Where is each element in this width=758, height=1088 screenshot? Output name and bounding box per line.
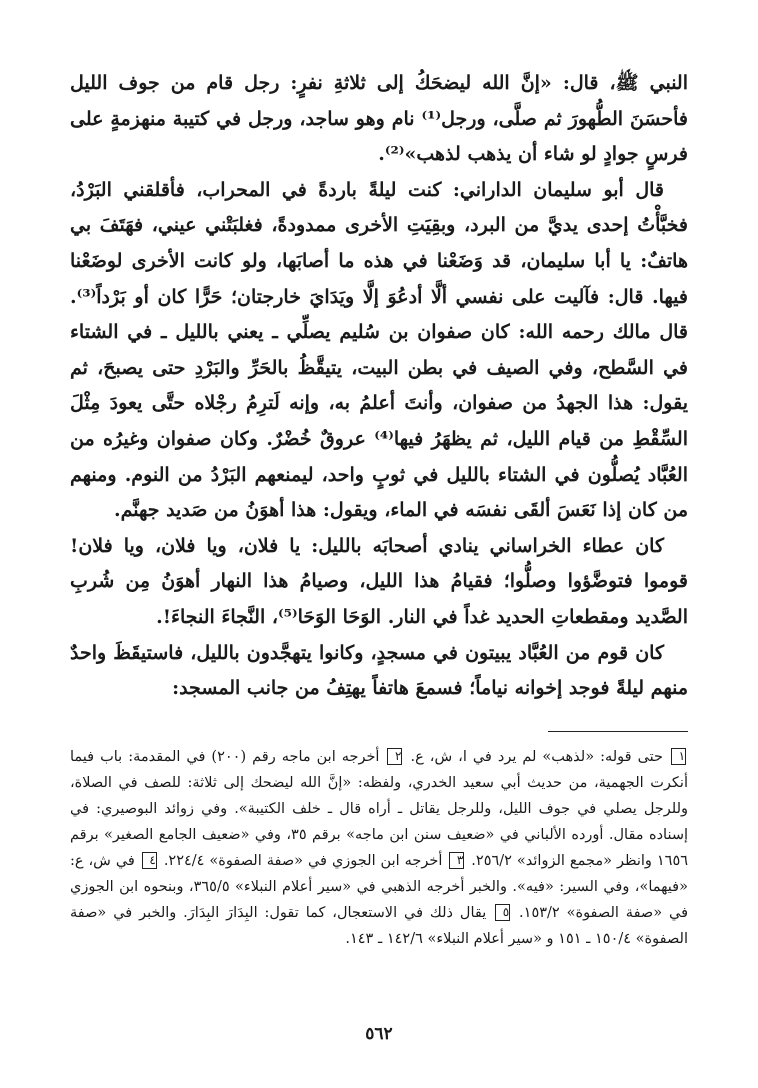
- main-text: [70, 66, 688, 707]
- footnote-number: ٣: [449, 852, 464, 869]
- paragraph-hadith: النبي ﷺ، قال: «إنَّ الله ليضحَكُ إلى ثلاثةِ نفرٍ: رجل قام من جوف الليل فأحسَنَ الطُّهورَ ثم صلَّى، ورجل⁽¹⁾ نام وهو ساجد، ورجل في كتيبة منهزمةٍ على فرسٍ جوادٍ لو شاء أن يذهب لذهب»⁽²⁾.: [70, 72, 688, 166]
- footnote-text: حتى قوله: «لذهب» لم يرد في ا، ش، ع.: [410, 748, 664, 765]
- paragraph-ata-khurasani: كان عطاء الخراساني ينادي أصحابَه بالليل: يا فلان، ويا فلان، ويا فلان! قوموا فتوضَّؤوا وصلُّوا؛ فقيامُ هذا الليل، وصيامُ هذا النهار أهوَنُ مِن شُربِ الصَّديد ومقطعاتِ الحديد غداً في النار. الوَحَا الوَحَا⁽⁵⁾، النَّجاءَ النجاءَ!.: [70, 534, 688, 628]
- footnotes: [70, 744, 688, 952]
- page-number: ٥٦٢: [365, 1024, 393, 1044]
- footnote-text: في ش، ع: «فيهما»، وفي السير: «فيه». والخبر أخرجه الذهبي في «سير أعلام النبلاء» ٣٦٥/٥، وبنحوه ابن الجوزي في «صفة الصفوة» ١٥٣/٢.: [70, 852, 689, 921]
- footnote-number: ٤: [142, 852, 157, 869]
- paragraph-abu-sulayman: قال أبو سليمان الداراني: كنت ليلةً باردةً في المحراب، فأقلقني البَرْدُ، فخبَّأْتُ إحدى يديَّ من البرد، وبقِيَتِ الأخرى ممدودةً، فغلبَتْني عيني، فهَتَفَ بي هاتفٌ: يا أبا سليمان، قد وَضَعْنا في هذه ما أصابَها، ولو كانت الأخرى لوضَعْنا فيها. قال: فآليت على نفسي ألَّا أدعُوَ إلَّا ويَدَايَ خارجتان؛ حَرًّا كان أو بَرْداً⁽³⁾. قال مالك رحمه الله: كان صفوان بن سُليم يصلِّي ـ يعني بالليل ـ في الشتاء في السَّطح، وفي الصيف في بطن البيت، يتيقَّظُ بالحَرِّ والبَرْدِ حتى يصبحَ، ثم يقول: هذا الجهدُ من صفوان، وأنتَ أعلمُ به، وإنه لَترِمُ رجْلاه حتَّى يعودَ مِثْلَ السِّقْطِ من قيام الليل، ثم يظهَرُ فيها⁽⁴⁾ عروقٌ خُضْرٌ. وكان صفوان وغيرُه من العُبَّاد يُصلُّون في الشتاء بالليل في ثوبٍ واحد، ليمنعهم البَرْدُ من النوم. ومنهم من كان إذا نَعَسَ ألقَى نفسَه في الماء، ويقول: هذا أهوَنُ من صَديد جهنَّم.: [70, 178, 688, 522]
- footnote-number: ١: [671, 748, 686, 765]
- footnote-text: يقال ذلك في الاستعجال، كما تقول: البِدَارَ البِدَارَ. والخبر في «صفة الصفوة» ١٥٠/٤ ـ ١٥١ و «سير أعلام النبلاء» ١٤٢/٦ ـ ١٤٣.: [70, 904, 688, 947]
- paragraph-ubbad-mosque: كان قوم من العُبَّاد يبيتون في مسجدٍ، وكانوا يتهجَّدون بالليل، فاستيقَظَ واحدٌ منهم ليلةً فوجد إخوانه نياماً؛ فسمعَ هاتفاً يهتِفُ من جانب المسجد:: [70, 641, 688, 700]
- footnote-text: أخرجه ابن الجوزي في «صفة الصفوة» ٢٢٤/٤.: [163, 852, 443, 869]
- page-body: [70, 66, 688, 952]
- footnote-number: ٥: [495, 904, 510, 921]
- footnotes-block: [70, 744, 688, 952]
- footnote-number: ٢: [387, 748, 402, 765]
- footnote-separator: [548, 731, 688, 732]
- footnote-text: أخرجه ابن ماجه رقم (٢٠٠) في المقدمة: باب فيما أنكرت الجهمية، من حديث أبي سعيد الخدري، ولفظه: «إنَّ الله ليضحك إلى ثلاثة: للصف في الصلاة، وللرجل يصلي في جوف الليل، وللرجل يقاتل ـ أراه قال ـ خلف الكتيبة». وفي زوائد البوصيري: في إسناده مقال. أورده الألباني في «ضعيف سنن ابن ماجه» برقم ٣٥، وفي «ضعيف الجامع الصغير» برقم ١٦٥٦ وانظر «مجمع الزوائد» ٢٥٦/٢.: [70, 748, 689, 869]
